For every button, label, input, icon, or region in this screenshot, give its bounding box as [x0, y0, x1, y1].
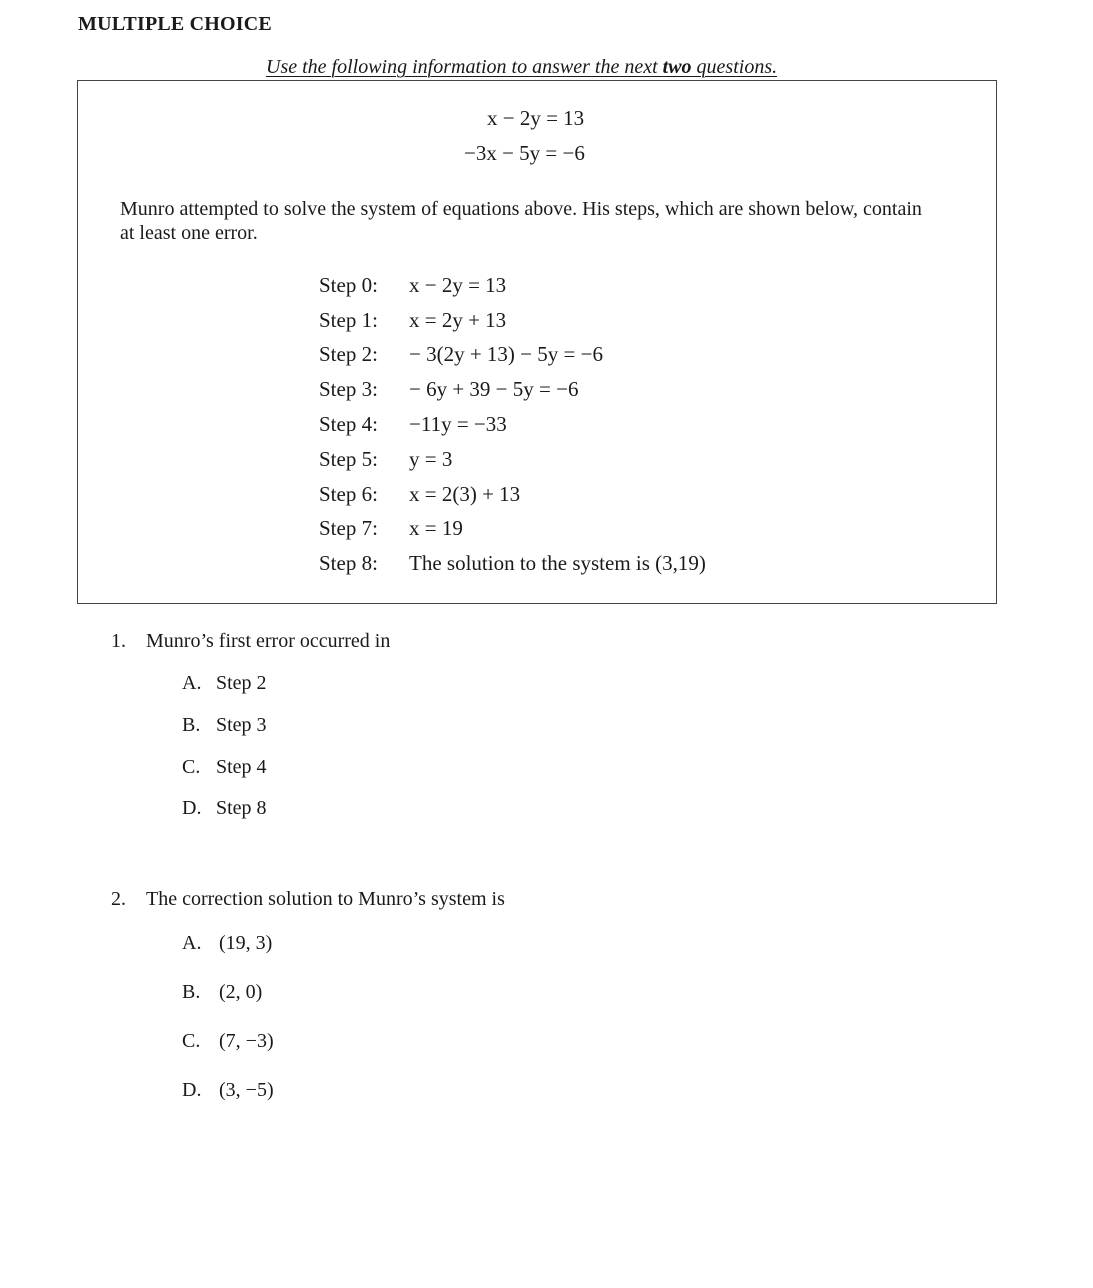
step-row	[319, 338, 706, 373]
step-expression: − 3(2y + 13) − 5y = −6	[409, 342, 603, 367]
option-letter: C.	[182, 1030, 201, 1052]
option-text: Step 3	[216, 714, 267, 736]
step-expression: x = 19	[409, 516, 463, 541]
option-text: Step 4	[216, 756, 267, 778]
step-label: Step 7:	[319, 516, 378, 541]
question-2	[111, 888, 505, 911]
q1-option-b[interactable]	[182, 714, 267, 737]
step-row	[319, 477, 706, 512]
option-text: (19, 3)	[219, 932, 273, 954]
option-text: Step 8	[216, 797, 267, 819]
question-number: 2.	[111, 888, 126, 910]
step-expression: −11y = −33	[409, 412, 507, 437]
q2-option-a[interactable]	[182, 932, 272, 955]
step-row	[319, 546, 706, 581]
step-label: Step 8:	[319, 551, 378, 576]
step-label: Step 0:	[319, 272, 378, 297]
q2-option-b[interactable]	[182, 981, 262, 1004]
step-label: Step 2:	[319, 342, 378, 367]
option-text: (3, −5)	[219, 1079, 274, 1101]
option-text: (7, −3)	[219, 1030, 274, 1052]
section-heading: MULTIPLE CHOICE	[78, 13, 272, 35]
option-letter: D.	[182, 797, 202, 819]
system-equation-2: −3x − 5y = −6	[464, 141, 585, 165]
step-row	[319, 407, 706, 442]
question-number: 1.	[111, 630, 126, 652]
step-expression: x − 2y = 13	[409, 272, 507, 297]
q1-option-d[interactable]	[182, 797, 267, 820]
option-letter: D.	[182, 1079, 202, 1101]
option-text: (2, 0)	[219, 981, 263, 1003]
option-letter: B.	[182, 981, 201, 1003]
step-row	[319, 442, 706, 477]
step-label: Step 1:	[319, 307, 378, 332]
step-expression: x = 2(3) + 13	[409, 481, 521, 506]
intro-text-before: Use the following information to answer the next	[266, 56, 663, 78]
question-text: Munro’s first error occurred in	[146, 630, 391, 652]
system-equation-1: x − 2y = 13	[487, 106, 585, 130]
step-row	[319, 512, 706, 547]
step-expression: − 6y + 39 − 5y = −6	[409, 377, 579, 402]
question-text: The correction solution to Munro’s system is	[146, 888, 505, 910]
q1-option-c[interactable]	[182, 756, 267, 779]
step-expression: y = 3	[409, 446, 453, 471]
step-expression: x = 2y + 13	[409, 307, 507, 332]
step-expression: The solution to the system is (3,19)	[409, 551, 706, 576]
step-label: Step 5:	[319, 446, 378, 471]
step-row	[319, 372, 706, 407]
option-letter: A.	[182, 672, 202, 694]
intro-text-after: questions.	[691, 56, 778, 78]
q2-option-c[interactable]	[182, 1030, 274, 1053]
problem-description: Munro attempted to solve the system of equations above. His steps, which are shown below, contain at least one error.	[120, 198, 922, 244]
step-label: Step 4:	[319, 412, 378, 437]
option-letter: C.	[182, 756, 201, 778]
option-letter: A.	[182, 932, 202, 954]
option-letter: B.	[182, 714, 201, 736]
intro-instruction	[266, 56, 777, 79]
solution-steps	[319, 268, 706, 581]
step-row	[319, 268, 706, 303]
step-row	[319, 303, 706, 338]
question-1	[111, 630, 390, 653]
q2-option-d[interactable]	[182, 1079, 274, 1102]
q1-option-a[interactable]	[182, 672, 267, 695]
intro-emphasis: two	[662, 56, 692, 78]
option-text: Step 2	[216, 672, 267, 694]
step-label: Step 6:	[319, 481, 378, 506]
step-label: Step 3:	[319, 377, 378, 402]
